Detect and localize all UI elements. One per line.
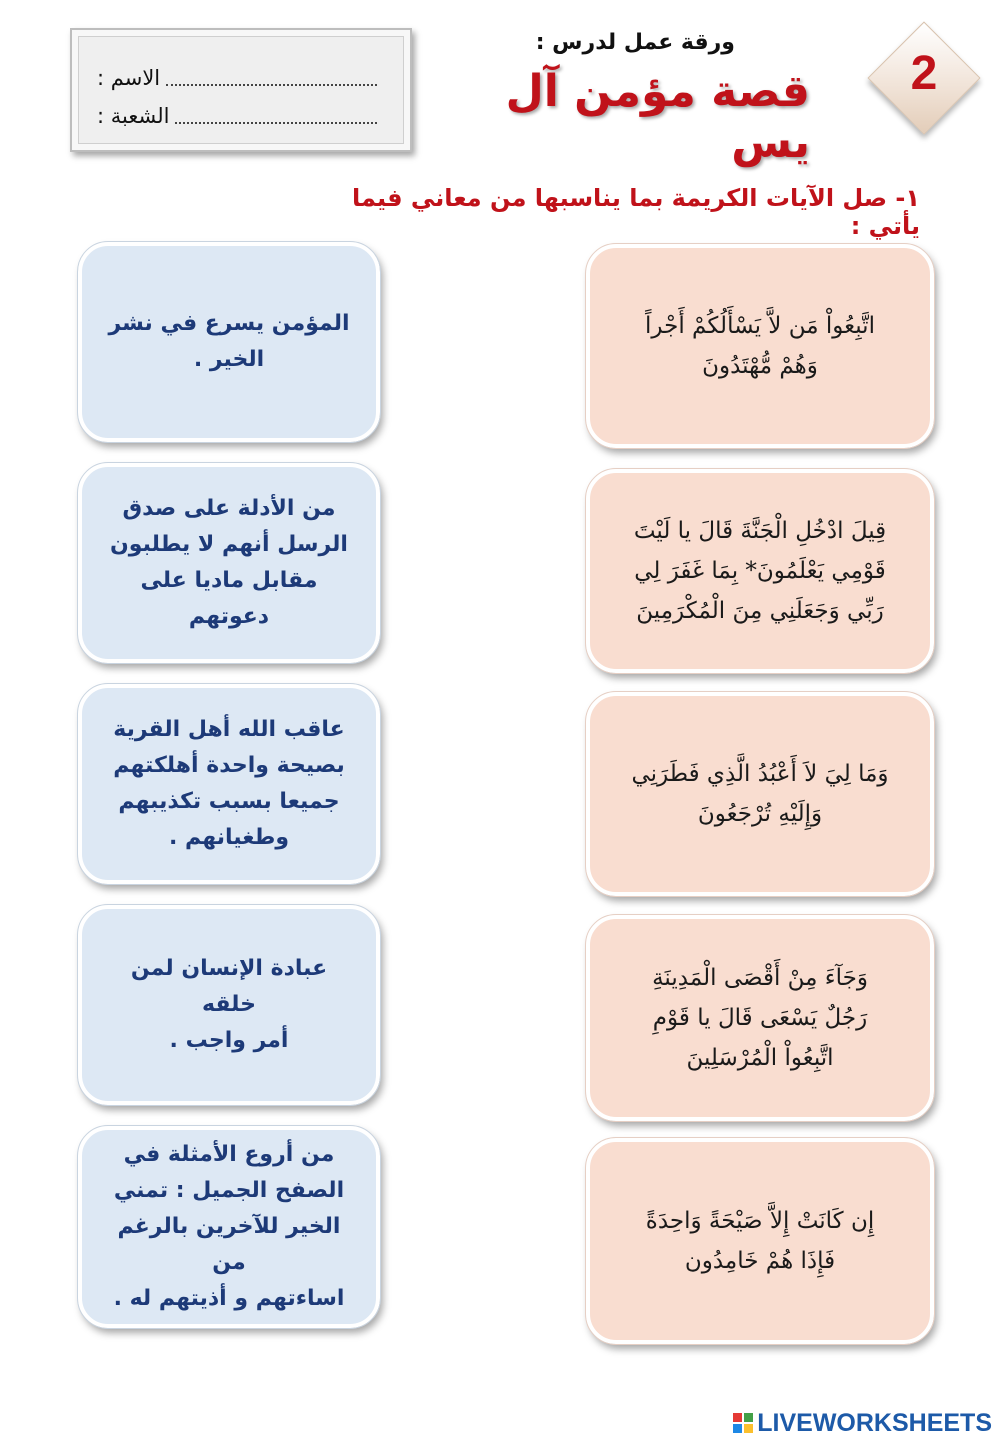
student-info-inner	[78, 36, 404, 144]
meaning-card-3[interactable]	[78, 684, 380, 884]
meaning-card-1[interactable]	[78, 242, 380, 442]
question-instruction: ١- صل الآيات الكريمة بما يناسبها من معاني فيما يأتي :	[351, 184, 920, 240]
verse-text: وَمَا لِيَ لاَ أَعْبُدُ الَّذِي فَطَرَنِي وَإِلَيْهِ تُرْجَعُونَ	[631, 761, 889, 827]
logo-square-green	[744, 1413, 753, 1422]
brand-name: LIVEWORKSHEETS	[757, 1408, 992, 1437]
name-field[interactable]	[166, 70, 377, 86]
lesson-number: 2	[910, 47, 938, 100]
verse-card-2[interactable]	[586, 469, 934, 673]
name-label: الاسم :	[97, 66, 161, 90]
lesson-number-badge	[868, 22, 980, 134]
meaning-card-2[interactable]	[78, 463, 380, 663]
name-field-row	[97, 63, 385, 93]
verse-card-3[interactable]	[586, 692, 934, 896]
student-info-box	[70, 28, 412, 152]
verse-text: اتَّبِعُواْ مَن لاَّ يَسْأَلُكُمْ أَجْراً وَهُمْ مُّهْتَدُونَ	[645, 313, 875, 379]
verse-text: إِن كَانَتْ إِلاَّ صَيْحَةً وَاحِدَةً فَإِذَا هُمْ خَامِدُون	[645, 1208, 875, 1274]
liveworksheets-branding	[700, 1410, 992, 1436]
liveworksheets-logo-icon	[733, 1413, 753, 1433]
section-field-row	[97, 101, 385, 131]
meaning-text: المؤمن يسرع في نشر الخير .	[108, 311, 350, 372]
verse-card-4[interactable]	[586, 915, 934, 1121]
verse-card-5[interactable]	[586, 1138, 934, 1344]
meaning-card-5[interactable]	[78, 1126, 380, 1328]
meaning-card-4[interactable]	[78, 905, 380, 1105]
section-field[interactable]	[175, 108, 377, 124]
logo-square-yellow	[744, 1424, 753, 1433]
meaning-text: عبادة الإنسان لمن خلقه أمر واجب .	[130, 956, 328, 1053]
verse-text: قِيلَ ادْخُلِ الْجَنَّةَ قَالَ يا لَيْتَ قَوْمِي يَعْلَمُونَ* بِمَا غَفَرَ لِي رَبِّي وَجَعَلَنِي مِنَ الْمُكْرَمِينَ	[633, 518, 887, 624]
meaning-text: من أروع الأمثلة في الصفح الجميل : تمني الخير للآخرين بالرغم من اساءتهم و أذيتهم له .	[113, 1142, 345, 1311]
meaning-text: من الأدلة على صدق الرسل أنهم لا يطلبون مقابل ماديا على دعوتهم	[110, 496, 348, 629]
meaning-text: عاقب الله أهل القرية بصيحة واحدة أهلكتهم جميعا بسبب تكذيبهم وطغيانهم .	[113, 717, 345, 850]
verse-card-1[interactable]	[586, 244, 934, 448]
logo-square-blue	[733, 1424, 742, 1433]
logo-square-red	[733, 1413, 742, 1422]
lesson-title: قصة مؤمن آل يس	[505, 66, 810, 168]
verse-text: وَجَآءَ مِنْ أَقْصَى الْمَدِينَةِ رَجُلٌ يَسْعَى قَالَ يا قَوْمِ اتَّبِعُواْ الْمُرْسَلِينَ	[652, 965, 868, 1071]
worksheet-subtitle: ورقة عمل لدرس :	[535, 30, 735, 55]
section-label: الشعبة :	[97, 104, 170, 128]
